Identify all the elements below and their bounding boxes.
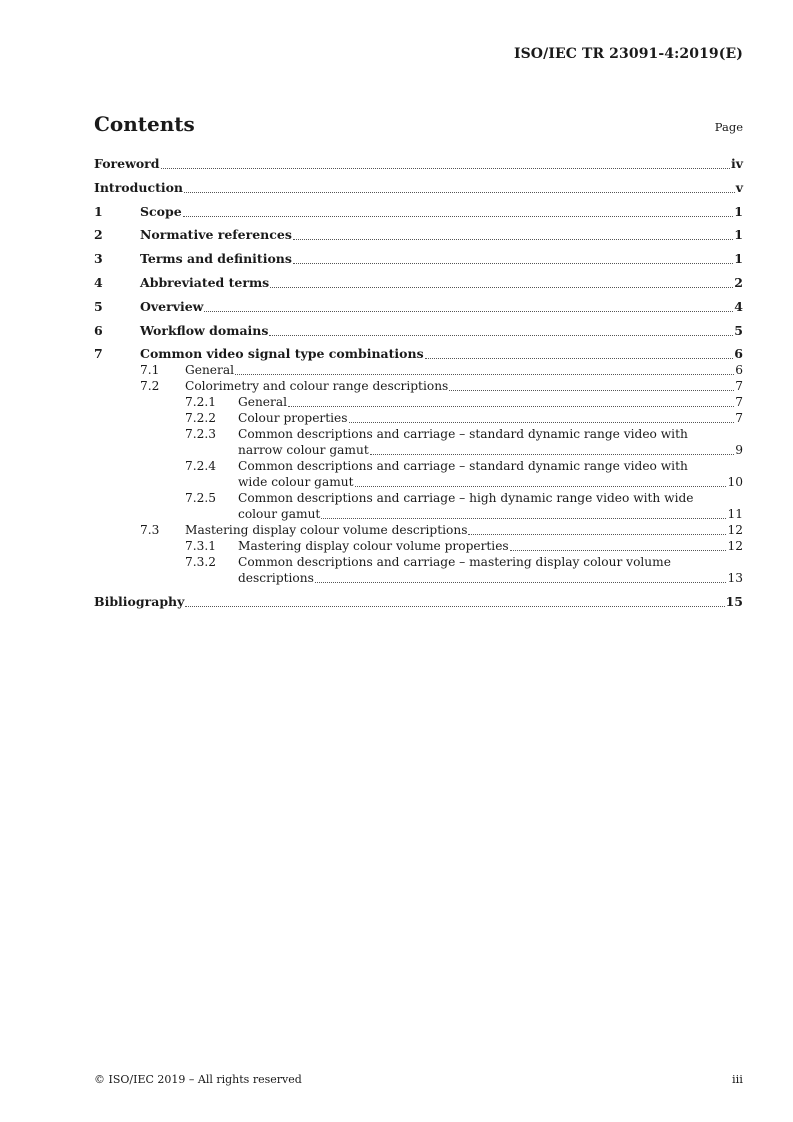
- toc-entry-number: 3: [94, 251, 103, 267]
- dot-leader: [425, 358, 734, 359]
- toc-entry-page: 11: [727, 507, 743, 522]
- toc-entry[interactable]: [94, 251, 743, 267]
- toc-entry-title: General: [238, 395, 287, 410]
- dot-leader: [293, 239, 733, 240]
- toc-entry-page: 9: [735, 443, 743, 458]
- dot-leader: [269, 335, 733, 336]
- toc-entry-number: 7.1: [140, 363, 160, 378]
- toc-entry-page: 15: [725, 594, 743, 610]
- toc-entry[interactable]: [94, 490, 743, 522]
- document-id: ISO/IEC TR 23091-4:2019(E): [513, 46, 743, 62]
- toc-entry-title: Foreword: [94, 156, 160, 171]
- toc-entry-title: Common descriptions and carriage – standard dynamic range video with: [238, 459, 688, 474]
- toc-entry-title: Abbreviated terms: [140, 274, 270, 290]
- toc-entry-page: 6: [735, 363, 743, 378]
- toc-entry[interactable]: [94, 538, 743, 554]
- toc-entry[interactable]: [94, 378, 743, 394]
- toc-entry-number: 7.2.3: [185, 427, 217, 442]
- toc-entry-title: Common descriptions and carriage – standard dynamic range video with: [238, 427, 688, 442]
- toc-entry-page: 7: [735, 411, 743, 426]
- toc-entry-number: 7.3.1: [185, 539, 217, 554]
- dot-leader: [449, 390, 734, 391]
- toc-entry-title: Introduction: [94, 179, 184, 195]
- toc-entry-page: 1: [734, 203, 743, 219]
- toc-entry-page: 10: [727, 475, 743, 490]
- toc-entry-page: 12: [727, 523, 743, 538]
- toc-entry[interactable]: [94, 323, 743, 339]
- toc-entry-number: 2: [94, 227, 103, 243]
- toc-entry-page: 13: [727, 571, 743, 586]
- toc-entry-number: 7.2.1: [185, 395, 217, 410]
- contents-heading-row: [94, 112, 743, 138]
- toc-entry[interactable]: [94, 362, 743, 378]
- toc-entry-title: Bibliography: [94, 594, 185, 610]
- toc-entry-title: Overview: [140, 298, 204, 314]
- toc-entry-title: Common descriptions and carriage – high dynamic range video with wide: [238, 491, 694, 506]
- table-of-contents: [94, 156, 743, 618]
- toc-entry[interactable]: [94, 458, 743, 490]
- dot-leader: [183, 216, 734, 217]
- toc-entry-number: 4: [94, 274, 103, 290]
- toc-entry-number: 7.2.5: [185, 491, 217, 506]
- toc-entry[interactable]: [94, 180, 743, 196]
- toc-entry-page: 1: [734, 251, 743, 267]
- toc-entry-page: 5: [734, 322, 743, 338]
- toc-entry-title: Terms and definitions: [140, 251, 292, 267]
- dot-leader: [293, 263, 733, 264]
- toc-entry-number: 7.2.2: [185, 411, 217, 426]
- dot-leader: [370, 454, 735, 455]
- toc-entry-number: 1: [94, 203, 103, 219]
- contents-title: Contents: [94, 112, 195, 136]
- dot-leader: [355, 486, 727, 487]
- toc-entry-page: v: [735, 179, 743, 195]
- toc-entry[interactable]: [94, 227, 743, 243]
- toc-entry-number: 7.2: [140, 379, 160, 394]
- toc-entry[interactable]: [94, 275, 743, 291]
- toc-entry-page: 1: [734, 227, 743, 243]
- toc-entry-title: Mastering display colour volume properties: [238, 539, 509, 554]
- toc-entry-page: iv: [730, 156, 743, 171]
- dot-leader: [510, 550, 727, 551]
- toc-entry[interactable]: [94, 522, 743, 538]
- toc-entry-title: Colour properties: [238, 411, 348, 426]
- page-column-label: Page: [714, 120, 743, 134]
- toc-entry-number: 7.3.2: [185, 555, 217, 570]
- toc-entry-page: 7: [735, 395, 743, 410]
- toc-entry[interactable]: [94, 594, 743, 610]
- dot-leader: [468, 534, 726, 535]
- toc-entry[interactable]: [94, 156, 743, 172]
- toc-entry[interactable]: [94, 426, 743, 458]
- dot-leader: [161, 168, 730, 169]
- dot-leader: [204, 311, 733, 312]
- toc-entry-title-continued: descriptions: [238, 571, 314, 586]
- toc-entry-number: 7: [94, 346, 103, 362]
- copyright-notice: © ISO/IEC 2019 – All rights reserved: [94, 1073, 302, 1086]
- toc-entry-title: Normative references: [140, 227, 292, 243]
- dot-leader: [321, 518, 726, 519]
- toc-entry-number: 7.2.4: [185, 459, 217, 474]
- toc-entry-page: 4: [734, 298, 743, 314]
- toc-entry-title: Scope: [140, 203, 182, 219]
- toc-entry-title: Workflow domains: [140, 322, 269, 338]
- dot-leader: [270, 287, 733, 288]
- toc-entry-page: 6: [734, 346, 743, 362]
- toc-entry-title-continued: colour gamut: [238, 507, 321, 522]
- toc-entry[interactable]: [94, 410, 743, 426]
- toc-entry-title: General: [185, 363, 234, 378]
- toc-entry-title: Colorimetry and colour range descriptions: [185, 379, 449, 394]
- dot-leader: [184, 192, 735, 193]
- toc-entry[interactable]: [94, 554, 743, 586]
- toc-entry-title-continued: narrow colour gamut: [238, 443, 369, 458]
- toc-entry[interactable]: [94, 204, 743, 220]
- dot-leader: [288, 406, 734, 407]
- toc-entry-page: 7: [735, 379, 743, 394]
- toc-entry[interactable]: [94, 346, 743, 362]
- dot-leader: [185, 606, 724, 607]
- toc-entry-title-continued: wide colour gamut: [238, 475, 354, 490]
- toc-entry-number: 6: [94, 322, 103, 338]
- toc-entry-title: Common video signal type combinations: [140, 346, 424, 362]
- toc-entry-page: 12: [727, 539, 743, 554]
- page-number: iii: [731, 1072, 743, 1086]
- toc-entry[interactable]: [94, 394, 743, 410]
- toc-entry-number: 7.3: [140, 523, 160, 538]
- dot-leader: [349, 422, 735, 423]
- toc-entry-page: 2: [734, 274, 743, 290]
- dot-leader: [315, 582, 727, 583]
- toc-entry[interactable]: [94, 299, 743, 315]
- toc-entry-title: Mastering display colour volume descriptions: [185, 523, 468, 538]
- toc-entry-number: 5: [94, 298, 103, 314]
- dot-leader: [235, 374, 734, 375]
- toc-entry-title: Common descriptions and carriage – mastering display colour volume: [238, 555, 671, 570]
